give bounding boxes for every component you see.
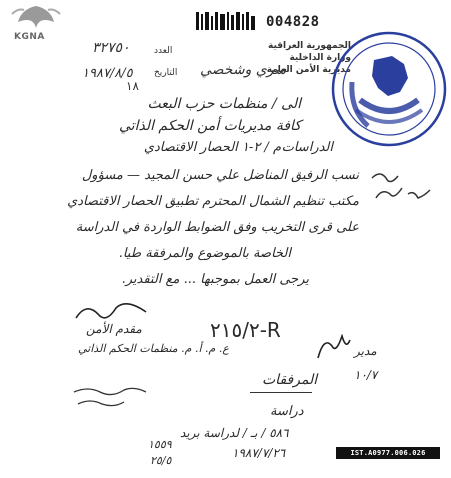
documentation-stamp-icon <box>330 30 448 148</box>
sender-office: ع. م. أ. م. منظمات الحكم الذاتي <box>78 342 229 355</box>
body-line: نسب الرفيق المناضل علي حسن المجيد — مسؤول <box>81 168 359 183</box>
subject-line: م / ٢-١ الحصار الاقتصادي <box>143 140 281 155</box>
ministry-line: مديرية الأمن العامة <box>266 65 351 75</box>
body-line: مكتب تنظيم الشمال المحترم تطبيق الحصار الاقتصادي <box>67 194 359 209</box>
footer-left-date: ٢٥/٥ <box>150 454 172 467</box>
address-recipients: كافة مديريات أمن الحكم الذاتي <box>119 118 301 134</box>
footer-reference: ٥٨٦ / بـ / لدراسة بريد <box>180 426 289 440</box>
secrecy-marking: سري وشخصي <box>200 62 287 78</box>
header-small-number: ١٨ <box>126 79 139 93</box>
director-initials-icon <box>314 334 354 364</box>
handwritten-note-icon <box>70 382 150 410</box>
document-number: 004828 <box>266 14 320 30</box>
director-label: مدير <box>354 344 377 358</box>
footer-date: ١٩٨٧/٧/٢٦ <box>232 446 286 460</box>
header-date: ١٩٨٧/٨/٥ <box>82 66 133 81</box>
ministry-line: وزارة الداخلية <box>289 53 351 63</box>
body-line: الخاصة بالموضوع والمرفقة طيا. <box>118 246 291 261</box>
body-line: يرجى العمل بموجبها ... مع التقدير. <box>121 272 309 287</box>
logo-text: KGNA <box>14 32 45 42</box>
kgna-logo <box>4 2 68 44</box>
archive-id-stamp: IST.A0977.006.026 <box>336 447 440 459</box>
number-label: العدد <box>154 46 173 56</box>
enclosures-label: المرفقات <box>262 372 318 388</box>
date-label: التاريخ <box>154 68 178 78</box>
ministry-line: الجمهورية العراقية <box>268 41 351 51</box>
body-line: على قرى التخريب وفق الضوابط الواردة في الدراسة <box>75 220 359 235</box>
footer-left-number: ١٥٥٩ <box>148 438 172 451</box>
barcode-icon <box>196 10 256 32</box>
reference-code: ٢١٥/٢-R <box>210 318 281 342</box>
enclosures-underline <box>250 392 312 393</box>
address-to: الى / منظمات حزب البعث <box>147 96 301 112</box>
header-number: ٣٢٧٥٠ <box>92 40 130 56</box>
director-date: ١٠/٧ <box>354 368 378 382</box>
enclosure-item: دراسة <box>270 404 304 419</box>
address-studies: الدراسات <box>281 140 333 155</box>
sender-title: مقدم الأمن <box>86 322 142 336</box>
margin-scribble-icon <box>368 168 438 208</box>
